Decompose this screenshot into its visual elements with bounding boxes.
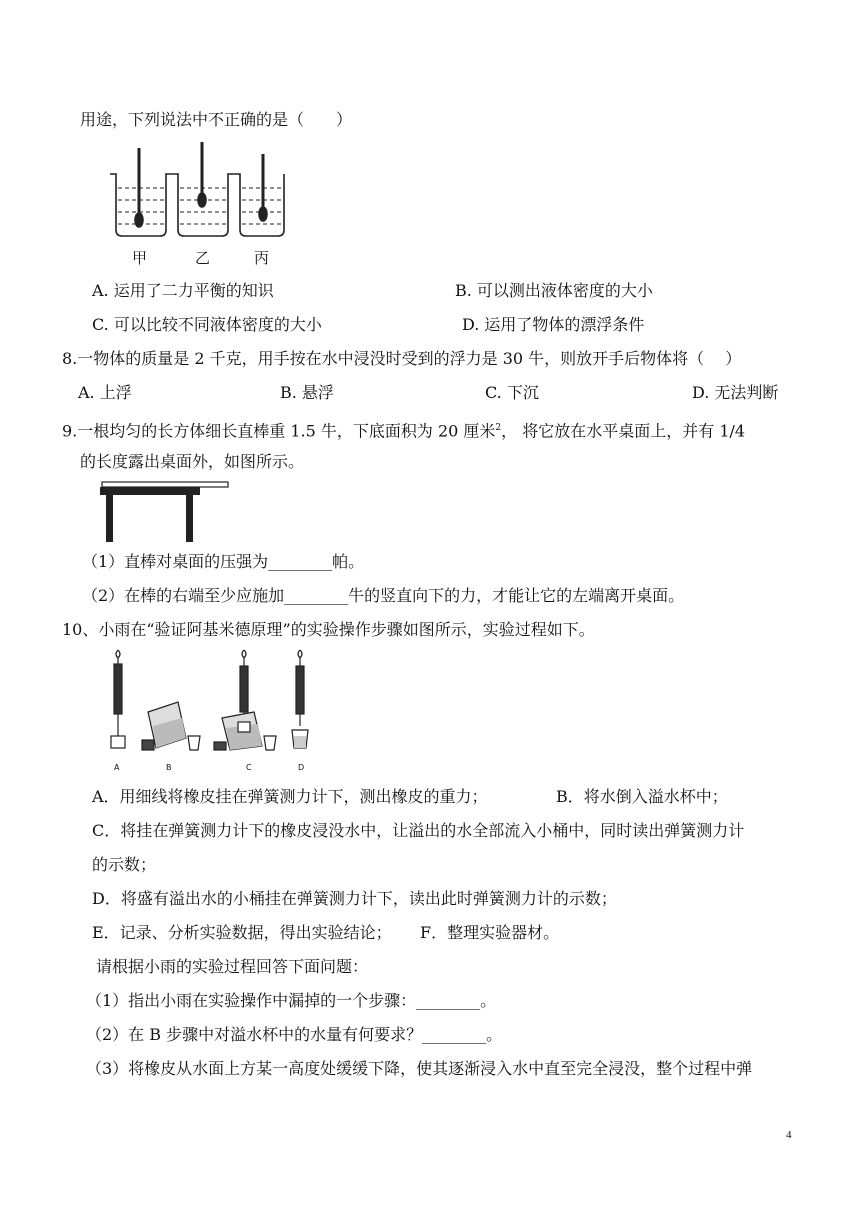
figure-label-b: B (166, 763, 172, 772)
figure-label-d: D (298, 763, 305, 772)
step-b-cups (142, 702, 200, 750)
table-top (100, 487, 200, 495)
q10-step-b: B．将水倒入溢水杯中； (556, 787, 728, 806)
q10-step-e: E．记录、分析实验数据，得出实验结论； (92, 923, 392, 942)
q10-step-f: F．整理实验器材。 (420, 923, 560, 942)
q10-stem: 10、小雨在“验证阿基米德原理”的实验操作步骤如图所示，实验过程如下。 (62, 620, 595, 639)
step-d-scale-bucket (292, 650, 308, 748)
q7-option-c: C. 可以比较不同液体密度的大小 (92, 315, 322, 334)
q7-stem-tail: 用途，下列说法中不正确的是（ ） (80, 110, 353, 129)
beaker-bing (234, 154, 284, 236)
beaker-yi (172, 142, 234, 236)
q9-stem-pre: 9.一根均匀的长方体细长直棒重 1.5 牛，下底面积为 20 厘米 (62, 421, 496, 441)
rod (102, 482, 228, 487)
q10-prompt: 请根据小雨的实验过程回答下面问题： (96, 957, 369, 976)
q10-step-c-line1: C．将挂在弹簧测力计下的橡皮浸没水中，让溢出的水全部流入小桶中，同时读出弹簧测力计 (92, 821, 745, 840)
q8-stem: 8.一物体的质量是 2 千克，用手按在水中浸没时受到的浮力是 30 牛，则放开手后物体将（ ） (62, 349, 742, 368)
archimedes-experiment-figure (104, 648, 320, 754)
figure-label-a: A (114, 763, 120, 772)
page-number: 4 (786, 1129, 792, 1141)
table-rod-figure (98, 478, 230, 542)
q8-option-d: D. 无法判断 (692, 383, 779, 402)
q9-stem-line1 (62, 418, 745, 441)
q10-step-d: D．将盛有溢出水的小桶挂在弹簧测力计下，读出此时弹簧测力计的示数； (92, 889, 617, 908)
q10-step-a: A．用细线将橡皮挂在弹簧测力计下，测出橡皮的重力； (92, 787, 488, 806)
q10-sub1: （1）指出小雨在实验操作中漏掉的一个步骤：________。 (86, 991, 497, 1010)
q9-stem-sup: 2 (495, 423, 502, 433)
q9-stem-post: ， 将它放在水平桌面上，并有 1/4 (501, 421, 746, 441)
q10-step-c-line2: 的示数； (92, 855, 157, 874)
figure-label-jia: 甲 (132, 249, 148, 267)
q10-sub3: （3）将橡皮从水面上方某一高度处缓缓下降，使其逐渐浸入水中直至完全浸没，整个过程中弹 (86, 1059, 753, 1078)
table-leg-left (106, 495, 113, 542)
figure-label-c: C (246, 763, 252, 772)
q9-sub1: （1）直棒对桌面的压强为________帕。 (82, 552, 365, 571)
q10-sub2: （2）在 B 步骤中对溢水杯中的水量有何要求？________。 (86, 1025, 503, 1044)
step-a-scale (111, 650, 125, 748)
figure-label-yi: 乙 (195, 249, 211, 267)
step-c-scale-cup (214, 650, 276, 750)
figure-label-bing: 丙 (254, 249, 270, 267)
q7-option-d: D. 运用了物体的漂浮条件 (462, 315, 645, 334)
q9-sub2: （2）在棒的右端至少应施加________牛的竖直向下的力，才能让它的左端离开桌面。 (82, 586, 685, 605)
q8-option-a: A. 上浮 (78, 383, 132, 402)
q9-stem-line2: 的长度露出桌面外，如图所示。 (80, 452, 305, 471)
table-leg-right (186, 495, 193, 542)
q8-option-c: C. 下沉 (485, 383, 539, 402)
beaker-jia (110, 148, 172, 236)
q8-option-b: B. 悬浮 (280, 383, 334, 402)
q7-option-b: B. 可以测出液体密度的大小 (455, 281, 653, 300)
q7-option-a: A. 运用了二力平衡的知识 (92, 281, 274, 300)
